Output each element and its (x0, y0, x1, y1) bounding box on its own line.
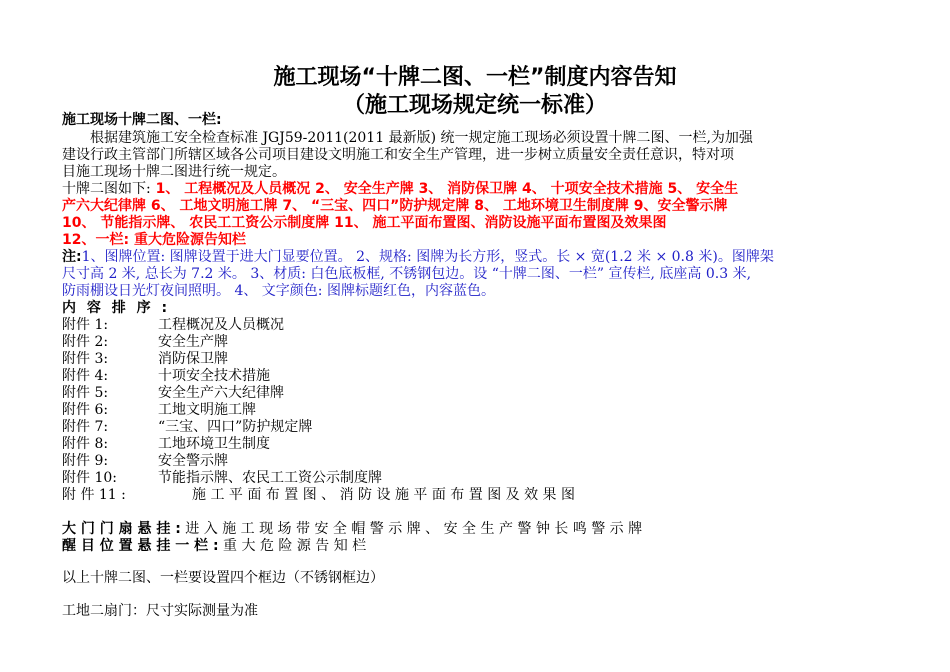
attachment-item (62, 351, 228, 368)
attachment-text: 节能指示牌、农民工工资公示制度牌 (158, 470, 382, 486)
list-items-1: 1、 工程概况及人员概况 2、 安全生产牌 3、 消防保卫牌 4、 十项安全技术措施 5、 安全生 (150, 181, 739, 197)
attachment-text: 十项安全技术措施 (158, 368, 270, 384)
footer-note-2: 工地二扇门：尺寸实际测量为准 (62, 603, 258, 619)
attachment-text: 安全生产牌 (158, 334, 228, 350)
gate-line (62, 521, 642, 538)
eye-line (62, 538, 366, 555)
footer-note-1: 以上十牌二图、一栏要设置四个框边（不锈钢框边） (62, 570, 384, 586)
attachment-text: 工地环境卫生制度 (158, 436, 270, 452)
intro-line-3: 目施工现场十牌二图进行统一规定。 (62, 164, 286, 180)
gate-label: 大 门 门 扇 悬 挂 : (62, 521, 181, 537)
attachment-text: “三宝、四口”防护规定牌 (158, 419, 313, 435)
attachment-item (62, 436, 270, 453)
attachment-label: 附 件 11 : (62, 487, 126, 503)
attachment-label: 附件 8: (62, 436, 109, 452)
attachment-label: 附件 5: (62, 385, 109, 401)
note-line-3: 防雨棚设日光灯夜间照明。 4、 文字颜色: 图牌标题红色，内容蓝色。 (62, 283, 495, 299)
attachment-item (62, 317, 284, 334)
list-line-2: 产六大纪律牌 6、 工地文明施工牌 7、 “三宝、四口”防护规定牌 8、 工地环境卫生制度牌 9、安全警示牌 (62, 198, 728, 214)
note-line-2: 尺寸高 2 米, 总长为 7.2 米。 3、材质: 白色底板框, 不锈钢包边。设 “十牌二图、一栏” 宣传栏, 底座高 0.3 米, (62, 266, 752, 282)
attachment-text: 消防保卫牌 (158, 351, 228, 367)
attachment-text: 安全生产六大纪律牌 (158, 385, 284, 401)
list-line-4: 12、一栏: 重大危险源告知栏 (62, 232, 246, 248)
note-line-1 (62, 249, 774, 266)
order-heading: 内 容 排 序 : (62, 300, 171, 316)
note-text-1: 1、图牌位置: 图牌设置于进大门显要位置。 2、规格: 图牌为长方形，竖式。长 × 宽(1.2 米 × 0.8 米)。图牌架 (81, 249, 774, 265)
attachment-text: 工程概况及人员概况 (158, 317, 284, 333)
list-line-1 (62, 181, 738, 198)
attachment-text: 施 工 平 面 布 置 图 、 消 防 设 施 平 面 布 置 图 及 效 果 图 (192, 487, 576, 503)
attachment-item (62, 419, 312, 436)
attachment-label: 附件 1: (62, 317, 109, 333)
attachment-item (62, 453, 228, 470)
attachment-label: 附件 4: (62, 368, 109, 384)
attachment-text: 安全警示牌 (158, 453, 228, 469)
document-subtitle: （施工现场规定统一标准） (342, 93, 607, 118)
list-line-3: 10、 节能指示牌、 农民工工资公示制度牌 11、 施工平面布置图、消防设施平面布置图及效果图 (62, 215, 667, 231)
attachment-item (62, 334, 228, 351)
attachment-label: 附件 9: (62, 453, 109, 469)
list-prefix: 十牌二图如下: (62, 181, 151, 197)
eye-text: 重 大 危 险 源 告 知 栏 (218, 538, 367, 554)
document-title: 施工现场“十牌二图、一栏”制度内容告知 (273, 65, 677, 90)
eye-label: 醒 目 位 置 悬 挂 一 栏 : (62, 538, 219, 554)
gate-text: 进 入 施 工 现 场 带 安 全 帽 警 示 牌 、 安 全 生 产 警 钟 长 鸣 警 示 牌 (180, 521, 643, 537)
intro-line-1: 根据建筑施工安全检查标准 JGJ59-2011(2011 最新版) 统一规定施工现场必须设置十牌二图、一栏,为加强 (90, 130, 753, 146)
attachment-item (62, 470, 382, 487)
attachment-item (62, 402, 256, 419)
section-heading: 施工现场十牌二图、一栏: (62, 112, 222, 128)
attachment-label: 附件 6: (62, 402, 109, 418)
attachment-label: 附件 3: (62, 351, 109, 367)
attachment-label: 附件 10: (62, 470, 117, 486)
attachment-item (62, 487, 575, 504)
attachment-item (62, 368, 270, 385)
intro-line-2: 建设行政主管部门所辖区域各公司项目建设文明施工和安全生产管理，进一步树立质量安全责任意识，特对项 (62, 147, 734, 163)
note-label: 注: (62, 249, 82, 265)
attachment-text: 工地文明施工牌 (158, 402, 256, 418)
attachment-label: 附件 7: (62, 419, 109, 435)
attachment-label: 附件 2: (62, 334, 109, 350)
attachment-item (62, 385, 284, 402)
